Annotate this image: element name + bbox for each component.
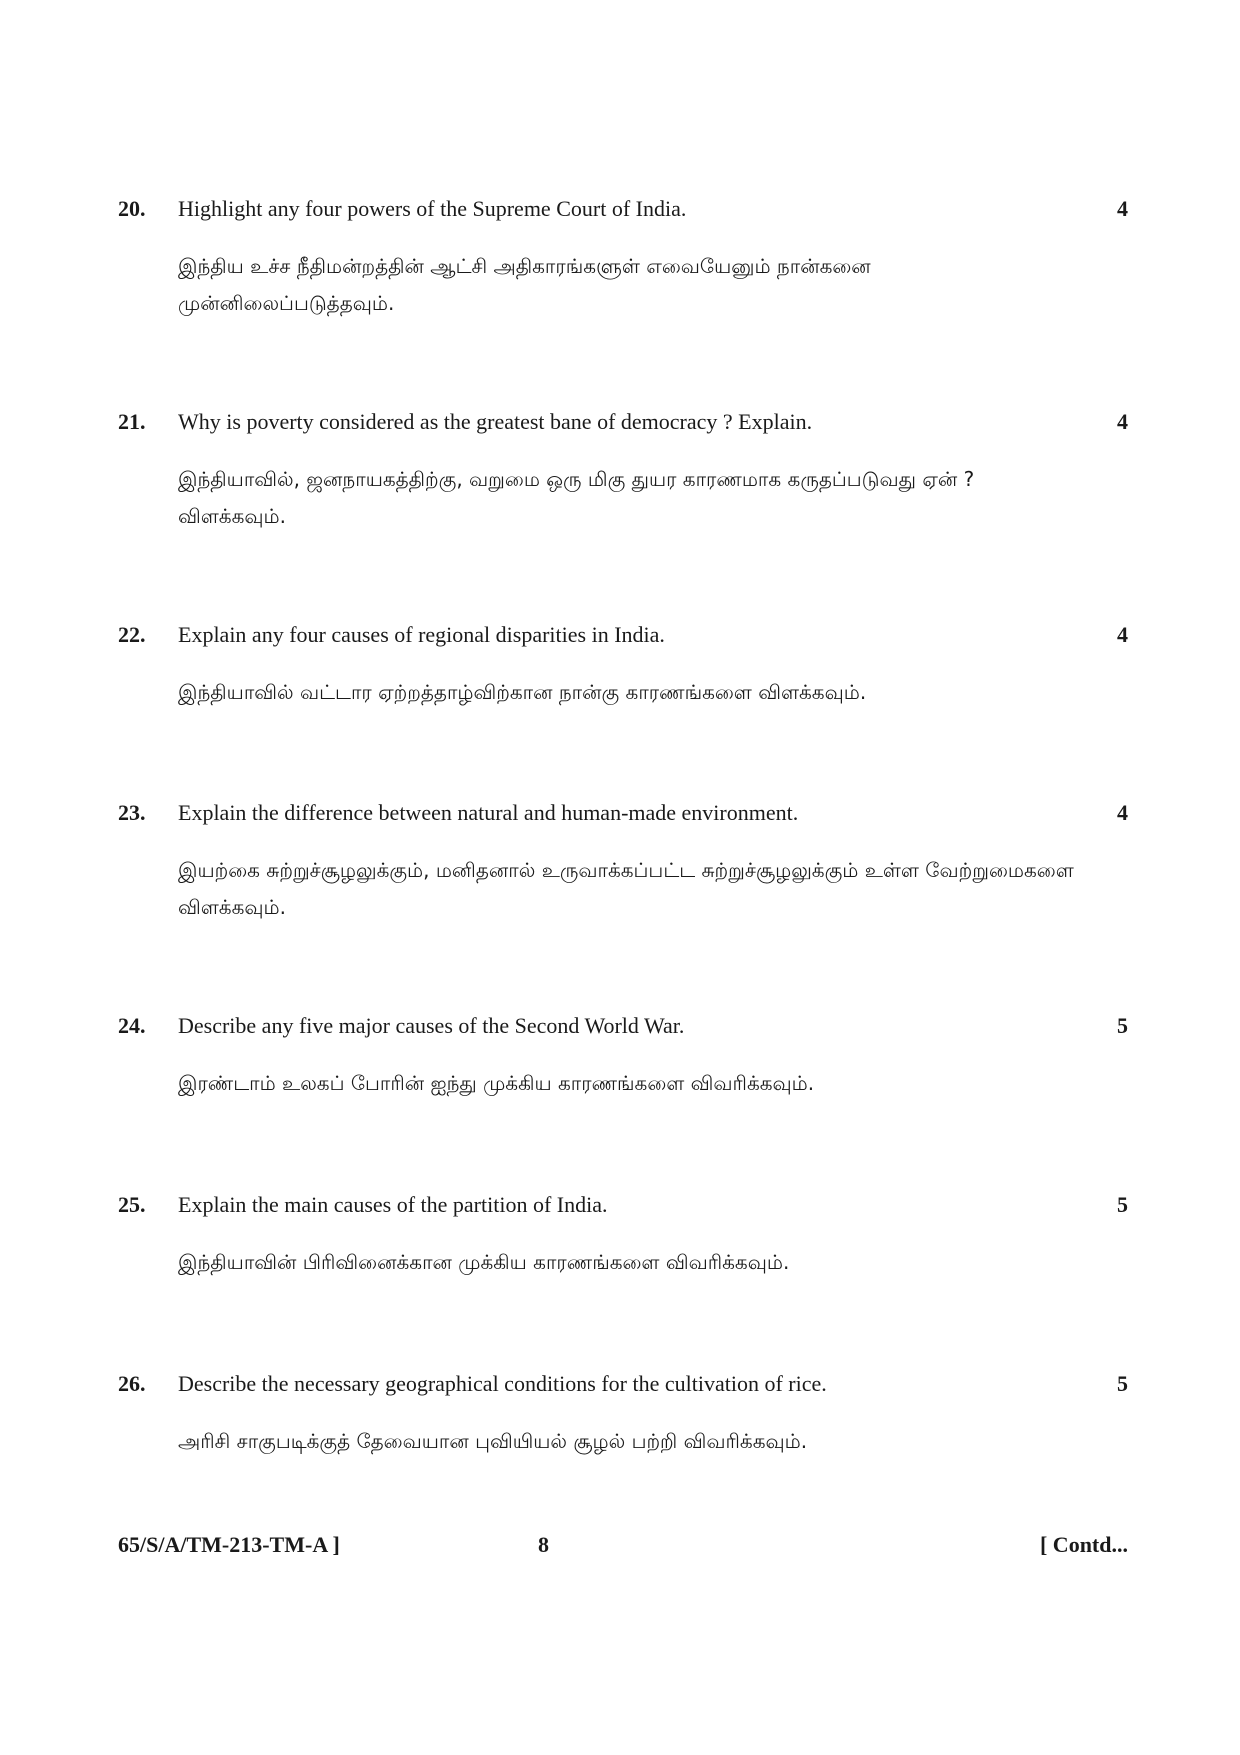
question-row (118, 196, 1128, 222)
question-number: 23. (118, 800, 146, 825)
question-25 (118, 1192, 1128, 1281)
question-marks: 4 (1117, 196, 1128, 221)
question-number: 22. (118, 622, 146, 647)
question-21 (118, 409, 1128, 535)
question-text-tamil: இந்தியாவில் வட்டார ஏற்றத்தாழ்விற்கான நான்கு காரணங்களை விளக்கவும். (178, 680, 867, 704)
question-row (118, 1013, 1128, 1039)
question-row (118, 622, 1128, 648)
page-number: 8 (538, 1532, 549, 1557)
question-marks: 5 (1117, 1192, 1128, 1217)
question-text-tamil: இரண்டாம் உலகப் போரின் ஐந்து முக்கிய காரணங்களை விவரிக்கவும். (178, 1071, 815, 1095)
question-marks: 5 (1117, 1371, 1128, 1396)
question-text-english: Why is poverty considered as the greatest bane of democracy ? Explain. (178, 409, 813, 434)
question-marks: 5 (1117, 1013, 1128, 1038)
question-number: 20. (118, 196, 146, 221)
question-text-english: Explain the difference between natural and human-made environment. (178, 800, 799, 825)
question-text-english: Describe the necessary geographical conditions for the cultivation of rice. (178, 1371, 827, 1396)
question-number: 24. (118, 1013, 146, 1038)
question-text-english: Highlight any four powers of the Supreme Court of India. (178, 196, 687, 221)
paper-code: 65/S/A/TM-213-TM-A ] (118, 1532, 340, 1557)
question-text-tamil: இந்தியாவில், ஜனநாயகத்திற்கு, வறுமை ஒரு மிகு துயர காரணமாக கருதப்படுவது ஏன் ? விளக்கவும். (178, 467, 975, 528)
question-row (118, 1192, 1128, 1218)
question-marks: 4 (1117, 622, 1128, 647)
page-footer (118, 1532, 1128, 1562)
question-text-tamil: இந்தியாவின் பிரிவினைக்கான முக்கிய காரணங்களை விவரிக்கவும். (178, 1250, 790, 1274)
question-23 (118, 800, 1128, 926)
question-row (118, 409, 1128, 435)
question-text-tamil: அரிசி சாகுபடிக்குத் தேவையான புவியியல் சூழல் பற்றி விவரிக்கவும். (178, 1429, 808, 1453)
continued-label: [ Contd... (1039, 1532, 1128, 1557)
question-20 (118, 196, 1128, 322)
question-row (118, 800, 1128, 826)
question-number: 25. (118, 1192, 146, 1217)
question-number: 21. (118, 409, 146, 434)
question-24 (118, 1013, 1128, 1102)
question-row (118, 1371, 1128, 1397)
question-22 (118, 622, 1128, 711)
question-text-english: Explain the main causes of the partition of India. (178, 1192, 608, 1217)
question-text-english: Describe any five major causes of the Second World War. (178, 1013, 685, 1038)
question-text-tamil: இயற்கை சுற்றுச்சூழலுக்கும், மனிதனால் உருவாக்கப்பட்ட சுற்றுச்சூழலுக்கும் உள்ள வேற்றுமைகளை விளக்கவும். (178, 858, 1074, 919)
question-number: 26. (118, 1371, 146, 1396)
question-text-english: Explain any four causes of regional disparities in India. (178, 622, 665, 647)
question-marks: 4 (1117, 800, 1128, 825)
question-text-tamil: இந்திய உச்ச நீதிமன்றத்தின் ஆட்சி அதிகாரங்களுள் எவையேனும் நான்கனை முன்னிலைப்படுத்தவும். (178, 254, 871, 315)
question-marks: 4 (1117, 409, 1128, 434)
question-26 (118, 1371, 1128, 1460)
